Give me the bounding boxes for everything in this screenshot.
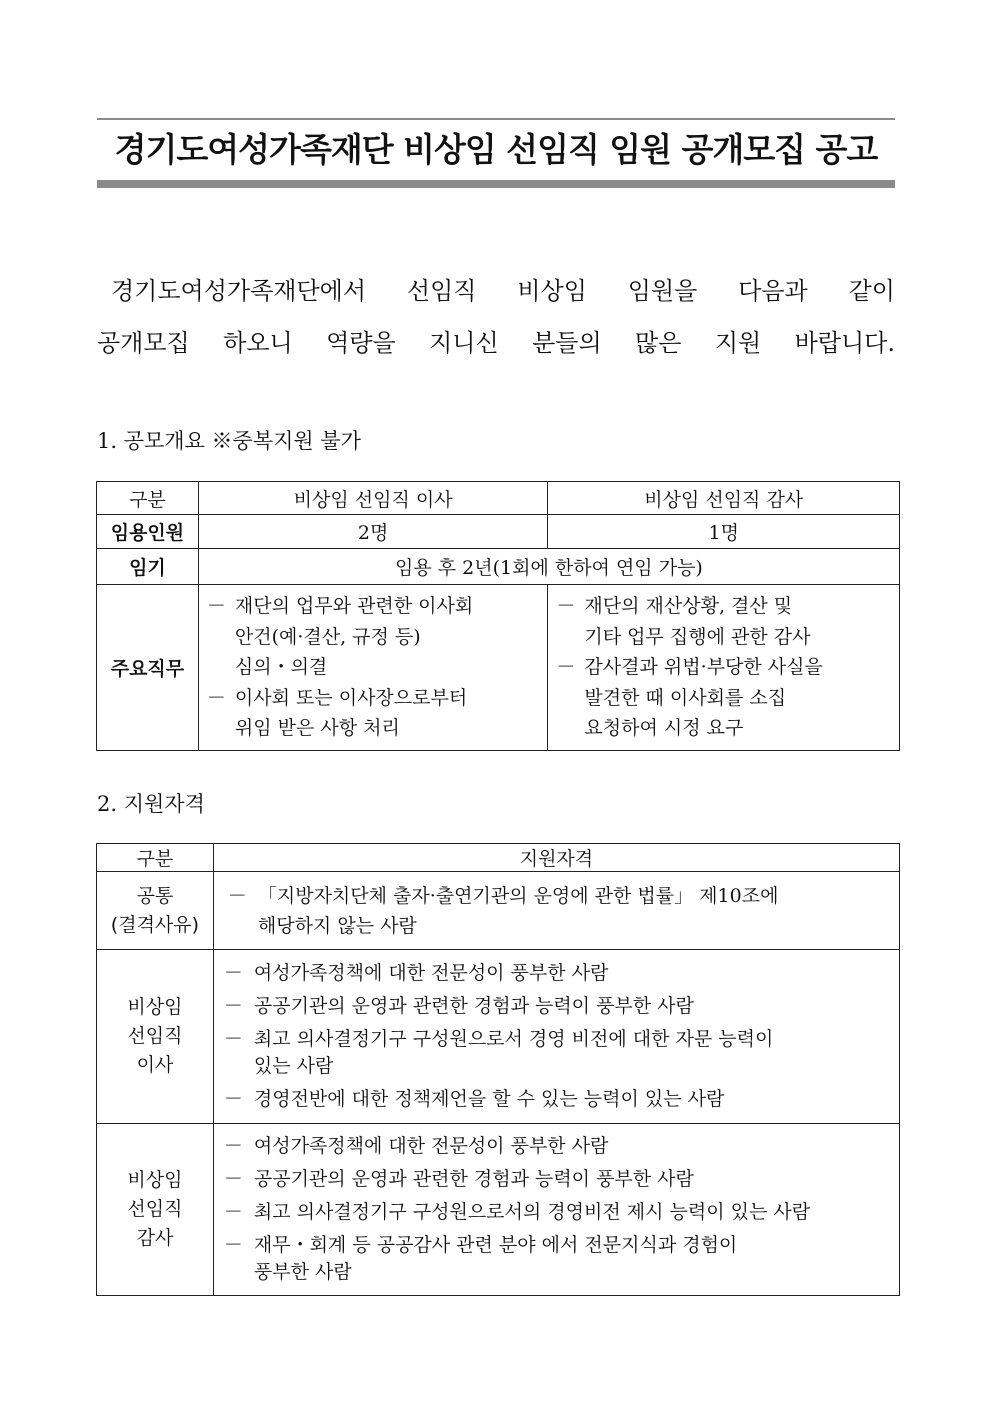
page-title: 경기도여성가족재단 비상임 선임직 임원 공개모집 공고 [114, 130, 878, 169]
section1-heading: 1. 공모개요 ※중복지원 불가 [97, 429, 361, 453]
qualification-item: － 재무・회계 등 공공감사 관련 분야 에서 전문지식과 경험이 풍부한 사람 [223, 1234, 738, 1283]
director-duty-item: － 재단의 업무와 관련한 이사회 안건(예·결산, 규정 등) 심의・의결 [207, 591, 542, 683]
row-label-common: 공통 (결격사유) [97, 872, 214, 950]
dash-bullet: － [223, 1201, 243, 1223]
qualification-item: － 「지방자치단체 출자·출연기관의 운영에 관한 법률」 제10조에 해당하지 않는 사람 [228, 881, 893, 941]
row-label-auditor: 비상임 선임직 감사 [97, 1124, 214, 1296]
intro-paragraph [97, 265, 895, 369]
term-value: 임용 후 2년(1회에 한하여 연임 가능) [198, 549, 899, 585]
qualification-item: － 여성가족정책에 대한 전문성이 풍부한 사람 [224, 1133, 893, 1160]
header-category: 구분 [97, 482, 199, 515]
dash-bullet: － [556, 595, 576, 617]
dash-bullet: － [556, 656, 576, 678]
qualification-item: － 경영전반에 대한 정책제언을 할 수 있는 능력이 있는 사람 [224, 1086, 893, 1113]
dash-bullet: － [206, 686, 226, 709]
dash-bullet: － [223, 1234, 243, 1256]
row-label-director: 비상임 선임직 이사 [97, 950, 214, 1124]
qualification-item: － 공공기관의 운영과 관련한 경험과 능력이 풍부한 사람 [224, 1166, 893, 1193]
qualifications-table [96, 843, 900, 1296]
header-category: 구분 [97, 844, 214, 872]
intro-line-2: 공개모집 하오니 역량을 지니신 분들의 많은 지원 바랍니다. [97, 329, 895, 357]
dash-bullet: － [223, 1135, 243, 1157]
director-duties [198, 585, 548, 751]
auditor-qualifications [213, 1124, 899, 1296]
section2-heading: 2. 지원자격 [97, 792, 205, 816]
auditor-headcount: 1명 [548, 515, 900, 549]
title-bottom-rule [97, 180, 895, 188]
director-headcount: 2명 [198, 515, 548, 549]
dash-bullet: － [223, 1168, 243, 1190]
dash-bullet: － [223, 1088, 243, 1110]
header-auditor: 비상임 선임직 감사 [548, 482, 900, 515]
qualification-item: － 공공기관의 운영과 관련한 경험과 능력이 풍부한 사람 [224, 993, 893, 1020]
dash-bullet: － [223, 995, 243, 1017]
auditor-duty-item: － 재단의 재산상황, 결산 및 기타 업무 집행에 관한 감사 [556, 591, 893, 652]
director-qualifications [213, 950, 899, 1124]
dash-bullet: － [223, 1028, 243, 1050]
row-label-duties: 주요직무 [97, 585, 199, 751]
intro-line-1: 경기도여성가족재단에서 선임직 비상임 임원을 다음과 같이 [111, 277, 895, 305]
row-label-term: 임기 [97, 549, 199, 585]
qualification-item: － 최고 의사결정기구 구성원으로서 경영 비전에 대한 자문 능력이 있는 사람 [223, 1028, 774, 1077]
row-label-headcount: 임용인원 [97, 515, 199, 549]
qualification-item: － 여성가족정책에 대한 전문성이 풍부한 사람 [224, 960, 893, 987]
auditor-duties [548, 585, 900, 751]
overview-table [96, 481, 900, 751]
director-duty-item: － 이사회 또는 이사장으로부터 위임 받은 사항 처리 [207, 683, 542, 744]
auditor-duty-item: － 감사결과 위법·부당한 사실을 발견한 때 이사회를 소집 요청하여 시정 요구 [556, 652, 893, 744]
dash-bullet: － [206, 595, 226, 617]
dash-bullet: － [227, 884, 247, 907]
dash-bullet: － [223, 962, 243, 984]
common-qualification [213, 872, 899, 950]
header-qualifications: 지원자격 [213, 844, 899, 872]
qualification-item: － 최고 의사결정기구 구성원으로서의 경영비전 제시 능력이 있는 사람 [224, 1199, 893, 1226]
title-top-rule [97, 118, 895, 120]
header-director: 비상임 선임직 이사 [198, 482, 548, 515]
